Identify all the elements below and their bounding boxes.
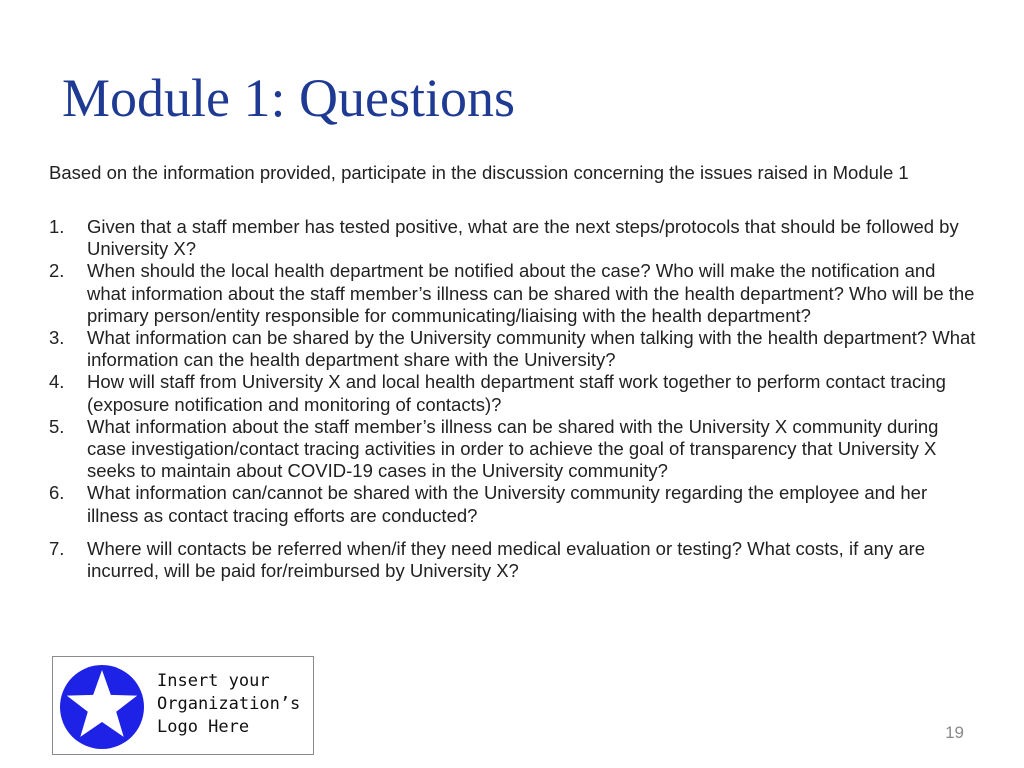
page-number: 19 <box>945 723 964 742</box>
star-badge-icon <box>59 664 145 750</box>
question-item <box>49 216 979 260</box>
question-number: 5. <box>49 415 65 437</box>
question-text: What information can/cannot be shared with the University community regarding the employee and her illness as contact tracing efforts are conducted? <box>87 482 928 526</box>
question-text: How will staff from University X and local health department staff work together to perform contact tracing (exposure notification and monitoring of contacts)? <box>87 371 946 415</box>
question-number: 1. <box>49 216 65 237</box>
question-text: When should the local health department be notified about the case? Who will make the notification and what information about the staff member’s illness can be shared with the health department? Who will be the primary person/entity responsible for communicating/liaising with the health department? <box>87 260 975 326</box>
question-text: Given that a staff member has tested positive, what are the next steps/protocols that should be followed by University X? <box>87 216 959 260</box>
question-text: Where will contacts be referred when/if they need medical evaluation or testing? What costs, if any are incurred, will be paid for/reimbursed by University X? <box>87 537 926 582</box>
question-item <box>49 260 979 327</box>
question-item <box>49 538 979 582</box>
slide-title: Module 1: Questions <box>62 68 515 128</box>
question-number: 2. <box>49 260 65 282</box>
question-number: 6. <box>49 482 65 504</box>
question-number: 4. <box>49 371 65 393</box>
logo-caption-line: Insert your <box>157 671 270 691</box>
logo-caption-line: Logo Here <box>157 717 250 737</box>
question-number: 3. <box>49 327 65 349</box>
question-item <box>49 482 979 526</box>
logo-placeholder <box>52 656 314 755</box>
question-number: 7. <box>49 537 65 559</box>
intro-text: Based on the information provided, participate in the discussion concerning the issues raised in Module 1 <box>49 162 909 183</box>
question-item <box>49 416 979 483</box>
question-list <box>49 216 979 582</box>
question-item <box>49 327 979 371</box>
logo-caption <box>157 670 307 739</box>
question-item <box>49 371 979 415</box>
logo-caption-line: Organization’s <box>157 694 301 714</box>
question-text: What information about the staff member’s illness can be shared with the University X community during case investigation/contact tracing activities in order to achieve the goal of transparency that University X seeks to maintain about COVID-19 cases in the University community? <box>87 415 939 482</box>
question-text: What information can be shared by the University community when talking with the health department? What information can the health department share with the University? <box>87 327 976 371</box>
